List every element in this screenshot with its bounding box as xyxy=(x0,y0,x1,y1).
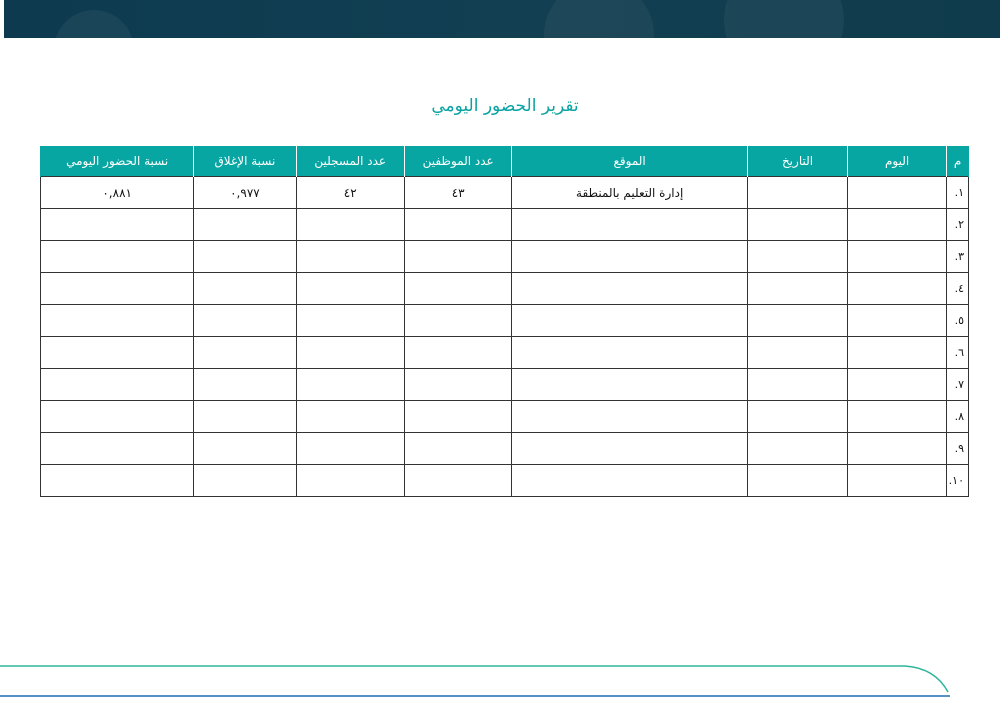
cell-daily-attendance-rate xyxy=(41,209,194,241)
cell-day xyxy=(848,465,947,497)
table-row xyxy=(41,337,969,369)
cell-registered xyxy=(296,209,404,241)
cell-registered xyxy=(296,465,404,497)
cell-location xyxy=(512,241,748,273)
table-row xyxy=(41,433,969,465)
cell-closure-rate xyxy=(194,273,296,305)
cell-day xyxy=(848,273,947,305)
column-header-closure-rate: نسبة الإغلاق xyxy=(194,146,296,177)
column-header-registered: عدد المسجلين xyxy=(296,146,404,177)
cell-registered: ٤٢ xyxy=(296,177,404,209)
cell-registered xyxy=(296,241,404,273)
cell-closure-rate xyxy=(194,369,296,401)
cell-daily-attendance-rate xyxy=(41,241,194,273)
cell-employees xyxy=(404,273,511,305)
column-header-daily-attendance-rate: نسبة الحضور اليومي xyxy=(41,146,194,177)
footer-decoration xyxy=(0,662,1000,709)
cell-day xyxy=(848,337,947,369)
cell-daily-attendance-rate xyxy=(41,465,194,497)
report-title: تقرير الحضور اليومي xyxy=(431,96,579,116)
cell-closure-rate xyxy=(194,465,296,497)
banner-decoration xyxy=(724,0,844,38)
cell-location: إدارة التعليم بالمنطقة xyxy=(512,177,748,209)
banner-decoration xyxy=(544,0,654,38)
cell-closure-rate xyxy=(194,241,296,273)
cell-location xyxy=(512,401,748,433)
cell-location xyxy=(512,433,748,465)
cell-date xyxy=(747,369,847,401)
cell-closure-rate xyxy=(194,305,296,337)
cell-employees xyxy=(404,305,511,337)
cell-registered xyxy=(296,305,404,337)
cell-index: ٩. xyxy=(947,433,969,465)
cell-location xyxy=(512,273,748,305)
cell-daily-attendance-rate xyxy=(41,433,194,465)
cell-employees: ٤٣ xyxy=(404,177,511,209)
cell-employees xyxy=(404,337,511,369)
cell-daily-attendance-rate xyxy=(41,337,194,369)
column-header-index: م xyxy=(947,146,969,177)
banner-decoration xyxy=(54,10,134,38)
column-header-date: التاريخ xyxy=(747,146,847,177)
cell-date xyxy=(747,337,847,369)
table-row xyxy=(41,305,969,337)
cell-date xyxy=(747,401,847,433)
cell-employees xyxy=(404,433,511,465)
cell-employees xyxy=(404,465,511,497)
cell-registered xyxy=(296,433,404,465)
cell-date xyxy=(747,209,847,241)
cell-employees xyxy=(404,241,511,273)
cell-index: ١٠. xyxy=(947,465,969,497)
cell-index: ٣. xyxy=(947,241,969,273)
attendance-table xyxy=(40,146,969,497)
header-row xyxy=(41,146,969,177)
cell-index: ٥. xyxy=(947,305,969,337)
cell-location xyxy=(512,337,748,369)
cell-date xyxy=(747,465,847,497)
cell-employees xyxy=(404,401,511,433)
cell-day xyxy=(848,369,947,401)
cell-closure-rate xyxy=(194,337,296,369)
column-header-employees: عدد الموظفين xyxy=(404,146,511,177)
cell-day xyxy=(848,209,947,241)
table-row xyxy=(41,177,969,209)
cell-date xyxy=(747,273,847,305)
column-header-location: الموقع xyxy=(512,146,748,177)
cell-registered xyxy=(296,337,404,369)
cell-date xyxy=(747,305,847,337)
table-row xyxy=(41,369,969,401)
column-header-day: اليوم xyxy=(848,146,947,177)
cell-index: ٧. xyxy=(947,369,969,401)
cell-employees xyxy=(404,369,511,401)
cell-closure-rate xyxy=(194,433,296,465)
cell-daily-attendance-rate xyxy=(41,401,194,433)
footer-line-teal xyxy=(0,666,948,692)
table-row xyxy=(41,273,969,305)
cell-closure-rate xyxy=(194,209,296,241)
cell-registered xyxy=(296,273,404,305)
cell-location xyxy=(512,465,748,497)
cell-index: ٦. xyxy=(947,337,969,369)
cell-daily-attendance-rate xyxy=(41,369,194,401)
cell-day xyxy=(848,241,947,273)
cell-daily-attendance-rate xyxy=(41,305,194,337)
cell-employees xyxy=(404,209,511,241)
cell-closure-rate xyxy=(194,401,296,433)
cell-registered xyxy=(296,369,404,401)
cell-location xyxy=(512,305,748,337)
cell-day xyxy=(848,401,947,433)
cell-date xyxy=(747,241,847,273)
table-body xyxy=(41,177,969,497)
table-row xyxy=(41,209,969,241)
cell-daily-attendance-rate: ٠,٨٨١ xyxy=(41,177,194,209)
table-header xyxy=(41,146,969,177)
cell-day xyxy=(848,433,947,465)
cell-day xyxy=(848,177,947,209)
cell-closure-rate: ٠,٩٧٧ xyxy=(194,177,296,209)
cell-index: ١. xyxy=(947,177,969,209)
cell-index: ٨. xyxy=(947,401,969,433)
cell-location xyxy=(512,209,748,241)
cell-index: ٢. xyxy=(947,209,969,241)
table-row xyxy=(41,465,969,497)
table-row xyxy=(41,401,969,433)
cell-daily-attendance-rate xyxy=(41,273,194,305)
cell-index: ٤. xyxy=(947,273,969,305)
cell-date xyxy=(747,177,847,209)
cell-day xyxy=(848,305,947,337)
cell-location xyxy=(512,369,748,401)
table-row xyxy=(41,241,969,273)
cell-registered xyxy=(296,401,404,433)
cell-date xyxy=(747,433,847,465)
top-banner xyxy=(4,0,1000,38)
